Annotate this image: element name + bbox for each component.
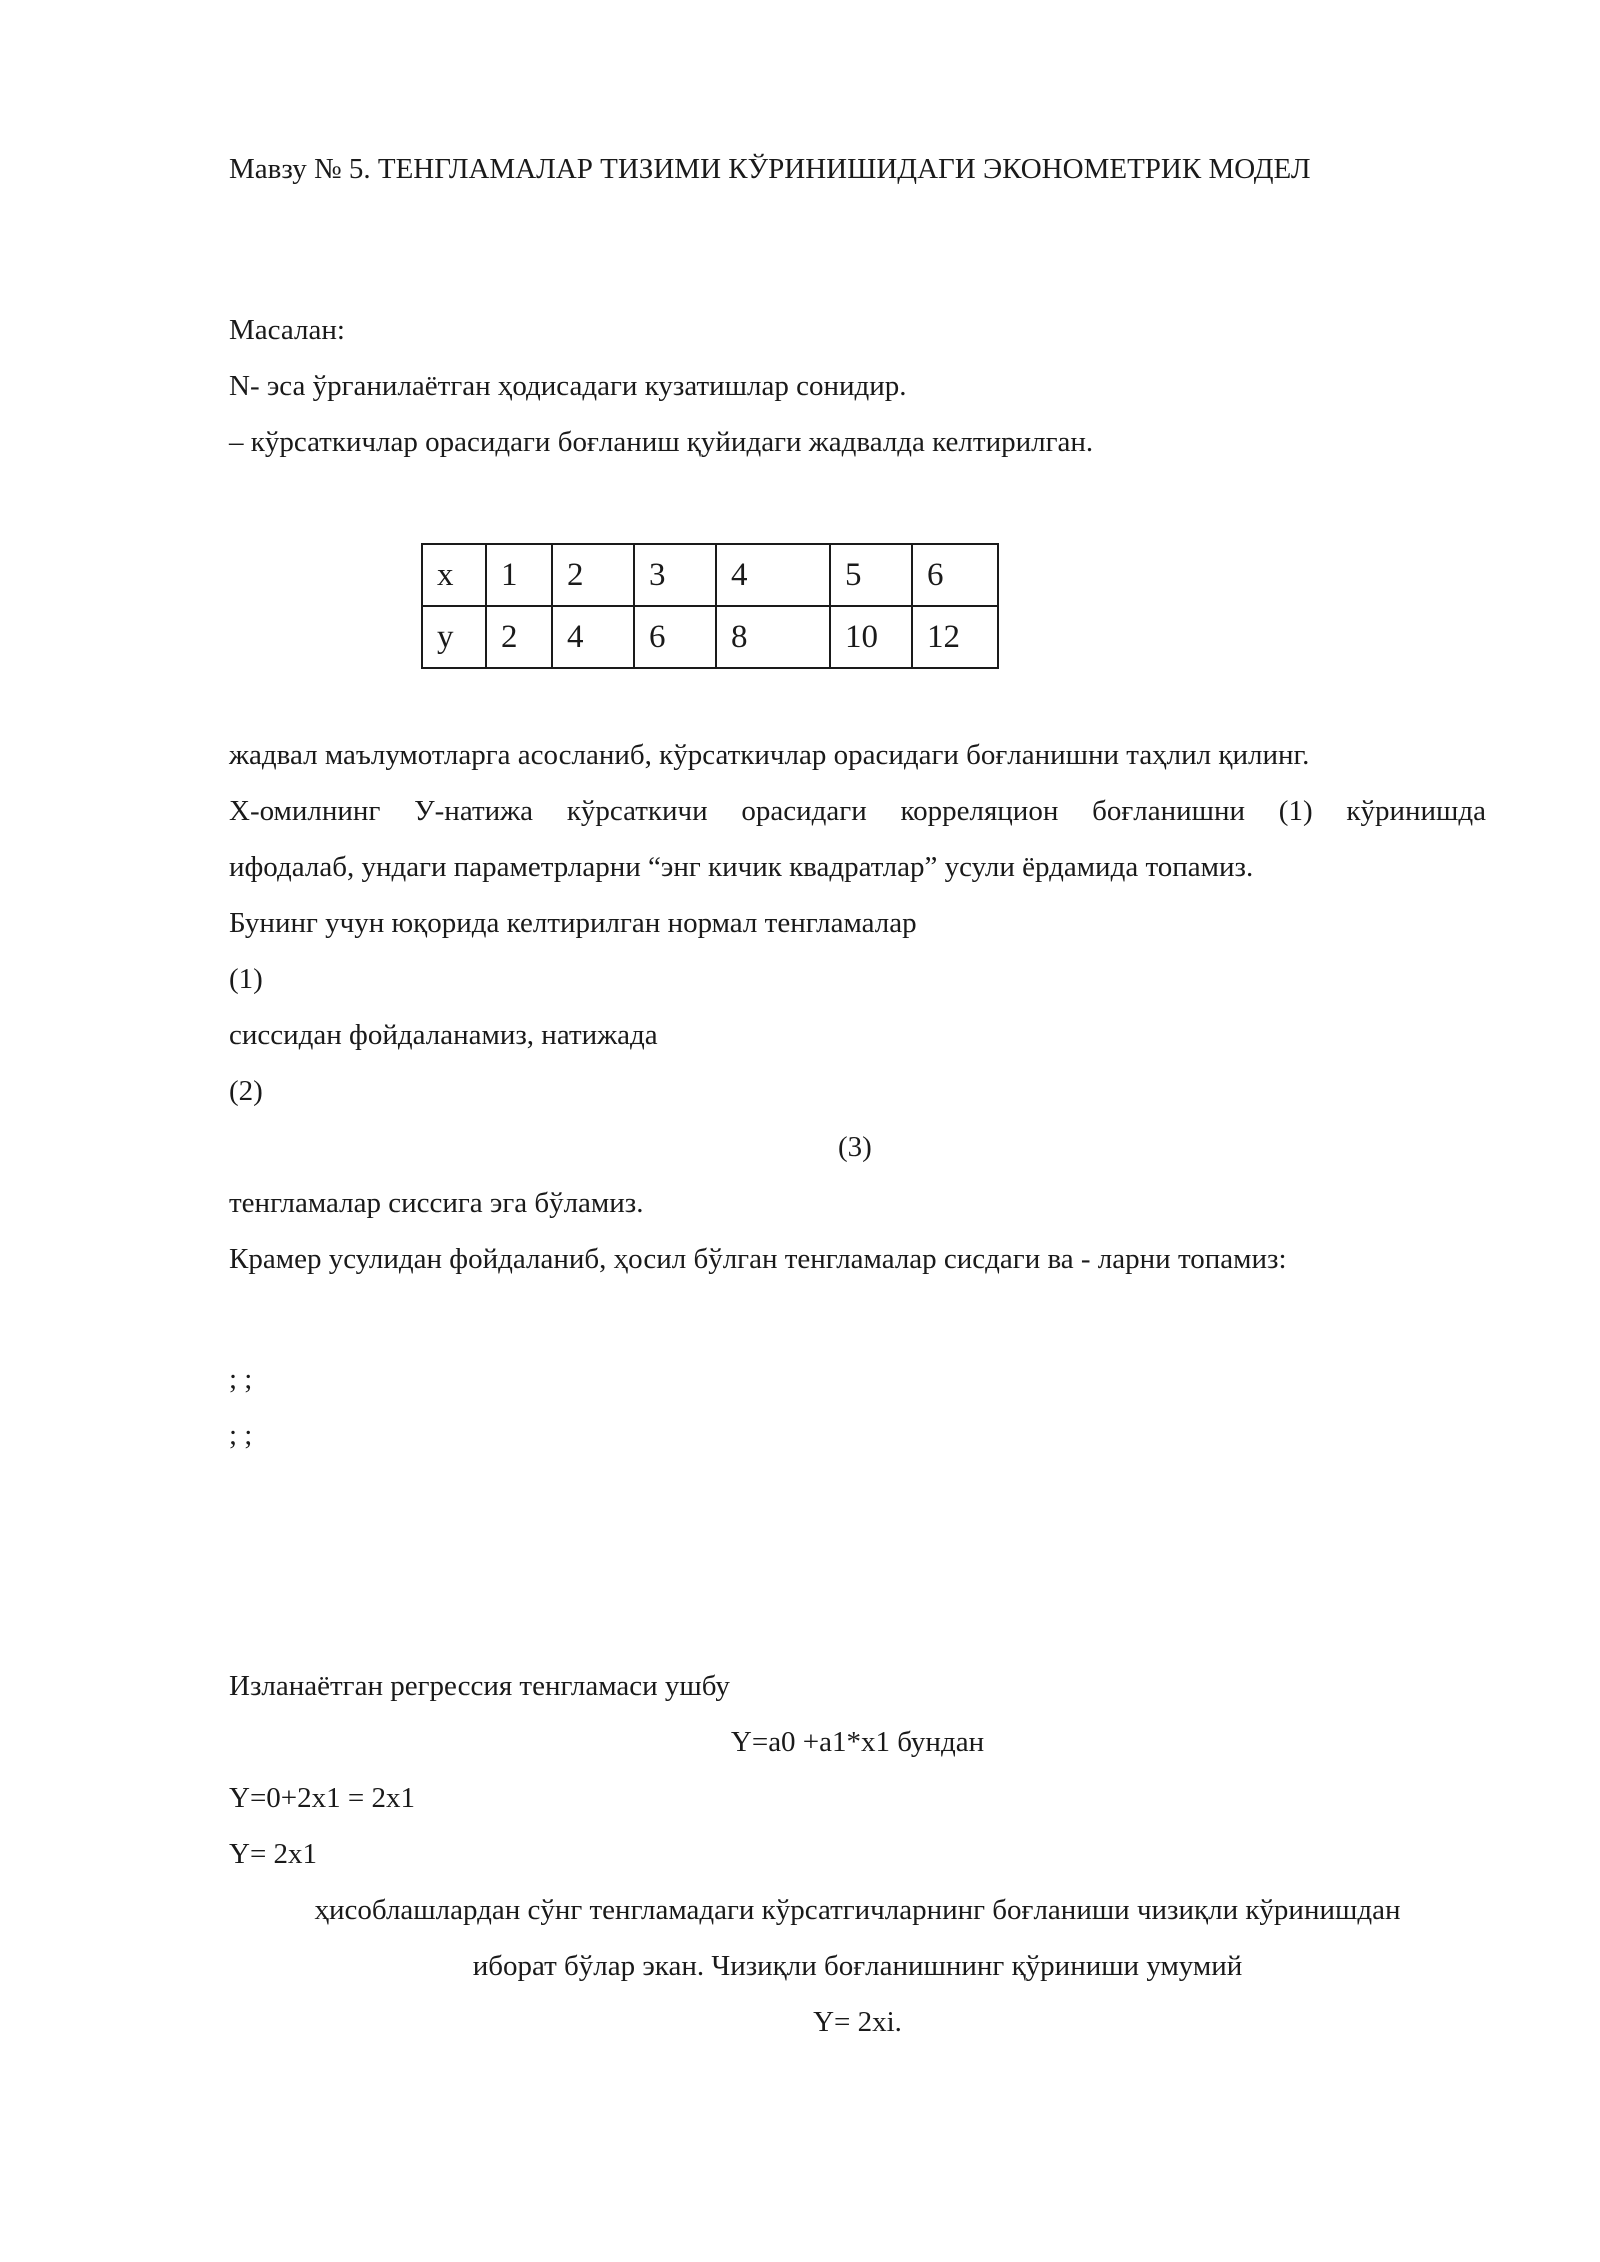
table-cell: y <box>422 606 486 668</box>
data-table <box>421 543 999 669</box>
conclusion-line-1: ҳисоблашлардан сўнг тенгламадаги кўрсатгичларнинг боғланиши чизиқли кўринишдан <box>314 1894 1401 1926</box>
table-cell: 4 <box>716 544 830 606</box>
table-cell: 1 <box>486 544 552 606</box>
intro-line-2: N- эса ўрганилаётган ҳодисадаги кузатишлар сонидир. <box>229 370 907 402</box>
table-row-x <box>422 544 998 606</box>
page-title: Мавзу № 5. ТЕНГЛАМАЛАР ТИЗИМИ КЎРИНИШИДАГИ ЭКОНОМЕТРИК МОДЕЛ <box>229 153 1311 185</box>
table-cell: 6 <box>634 606 716 668</box>
result-line-4: Y= 2x1 <box>229 1838 318 1870</box>
table-cell: 2 <box>486 606 552 668</box>
intro-line-3: – кўрсаткичлар орасидаги боғланиш қуйидаги жадвалда келтирилган. <box>229 426 1094 458</box>
body-paragraph-5: тенгламалар сиссига эга бўламиз. <box>229 1187 644 1219</box>
result-line-3: Y=0+2x1 = 2x1 <box>229 1782 416 1814</box>
table-cell: 5 <box>830 544 912 606</box>
body-paragraph-6: Крамер усулидан фойдаланиб, ҳосил бўлган тенгламалар сисдаги ва - ларни топамиз: <box>229 1243 1287 1275</box>
table-cell: 2 <box>552 544 634 606</box>
body-paragraph-3: Бунинг учун юқорида келтирилган нормал тенгламалар <box>229 907 917 939</box>
conclusion-line-2: иборат бўлар экан. Чизиқли боғланишнинг қўриниши умумий <box>472 1950 1243 1982</box>
equation-label-1: (1) <box>229 963 263 995</box>
final-equation: Y= 2xi. <box>813 2006 902 2038</box>
table-row-y <box>422 606 998 668</box>
equation-label-3: (3) <box>838 1131 872 1163</box>
regression-equation: Y=a0 +a1*x1 бундан <box>730 1726 985 1758</box>
result-line-1: Изланаётган регрессия тенгламаси ушбу <box>229 1670 730 1702</box>
body-paragraph-1: жадвал маълумотларга асосланиб, кўрсаткичлар орасидаги боғланишни таҳлил қилинг. <box>229 739 1310 771</box>
separator-line-1: ; ; <box>229 1363 253 1395</box>
separator-line-2: ; ; <box>229 1419 253 1451</box>
intro-line-1: Масалан: <box>229 314 345 346</box>
table-cell: 6 <box>912 544 998 606</box>
table-cell: 10 <box>830 606 912 668</box>
table-cell: 4 <box>552 606 634 668</box>
table-cell: 12 <box>912 606 998 668</box>
body-paragraph-2 <box>229 794 1486 828</box>
body-paragraph-2-line-1: Х-омилнинг У-натижа кўрсаткичи орасидаги корреляцион боғланишни (1) кўринишда <box>229 795 1486 827</box>
table-cell: 3 <box>634 544 716 606</box>
body-paragraph-4: сиссидан фойдаланамиз, натижада <box>229 1019 658 1051</box>
table-cell: x <box>422 544 486 606</box>
table-cell: 8 <box>716 606 830 668</box>
equation-label-2: (2) <box>229 1075 263 1107</box>
body-paragraph-2-line-2: ифодалаб, ундаги параметрларни “энг кичик квадратлар” усули ёрдамида топамиз. <box>229 851 1254 883</box>
